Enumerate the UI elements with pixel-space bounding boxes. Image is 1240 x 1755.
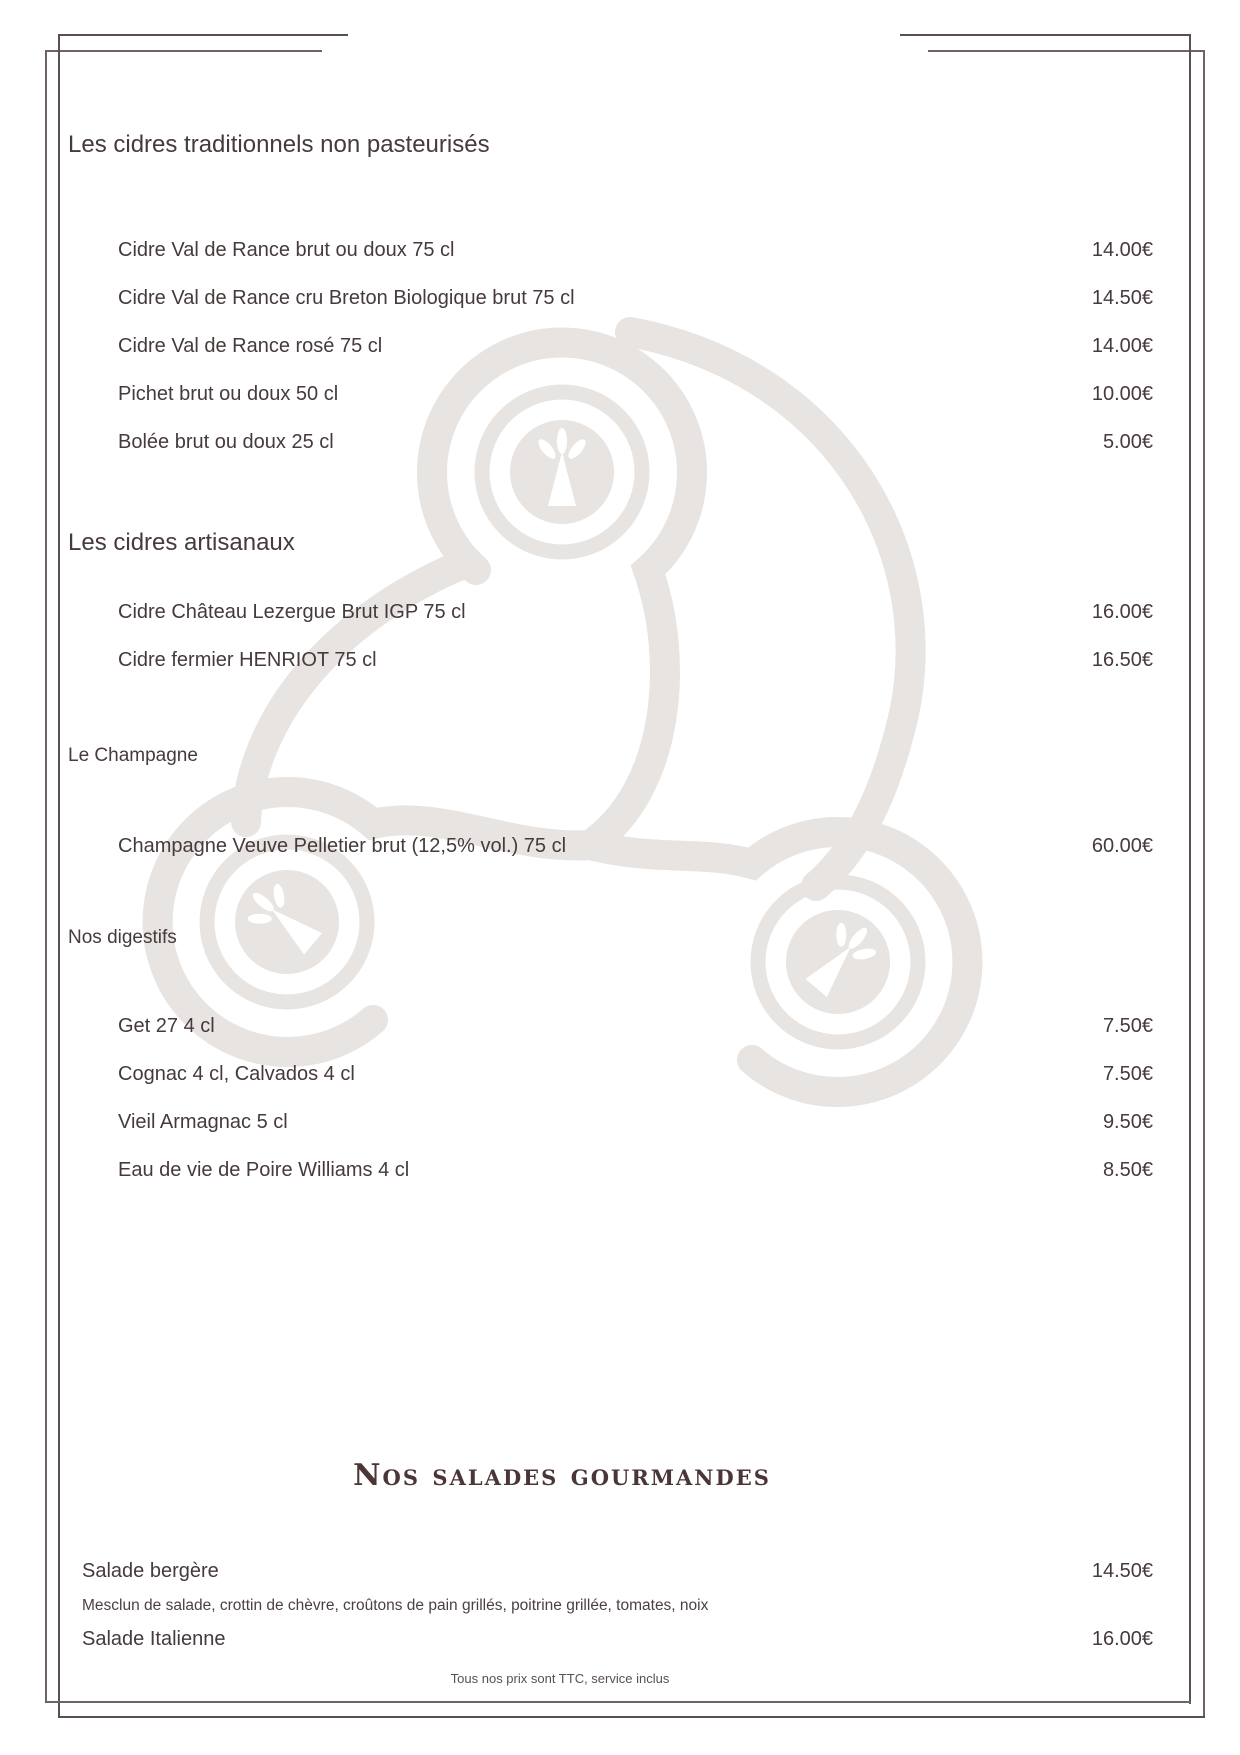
section-heading-champagne: Le Champagne: [68, 745, 198, 766]
item-price: 14.50€: [1091, 286, 1153, 309]
menu-item-row: [118, 636, 1153, 684]
item-label: Bolée brut ou doux 25 cl: [118, 430, 334, 453]
salade-price: 14.50€: [1091, 1560, 1153, 1582]
item-price: 14.00€: [1091, 238, 1153, 261]
item-price: 14.00€: [1091, 334, 1153, 357]
section-heading-cidres-artisanaux: Les cidres artisanaux: [68, 529, 295, 556]
salade-item-row: [82, 1628, 1153, 1651]
menu-item-row: [118, 1098, 1153, 1146]
item-price: 7.50€: [1102, 1014, 1153, 1037]
section-list-cidres-traditionnels: [118, 226, 1153, 466]
item-label: Get 27 4 cl: [118, 1014, 215, 1037]
item-label: Cidre Château Lezergue Brut IGP 75 cl: [118, 600, 466, 623]
section-list-cidres-artisanaux: [118, 588, 1153, 684]
menu-item-row: [118, 418, 1153, 466]
menu-content: [68, 0, 1153, 1755]
salade-item-row: [82, 1560, 1153, 1583]
item-label: Eau de vie de Poire Williams 4 cl: [118, 1158, 410, 1181]
menu-item-row: [118, 370, 1153, 418]
menu-item-row: [118, 822, 1153, 870]
section-list-champagne: [118, 822, 1153, 870]
section-list-digestifs: [118, 1002, 1153, 1194]
menu-item-row: [118, 226, 1153, 274]
item-price: 10.00€: [1091, 382, 1153, 405]
menu-item-row: [118, 1146, 1153, 1194]
frame-left-outer: [45, 50, 47, 1703]
item-price: 16.50€: [1091, 648, 1153, 671]
item-label: Cidre Val de Rance cru Breton Biologique brut 75 cl: [118, 286, 575, 309]
menu-item-row: [118, 1050, 1153, 1098]
item-label: Champagne Veuve Pelletier brut (12,5% vol.) 75 cl: [118, 834, 567, 857]
menu-item-row: [118, 588, 1153, 636]
item-price: 7.50€: [1102, 1062, 1153, 1085]
item-label: Cognac 4 cl, Calvados 4 cl: [118, 1062, 355, 1085]
item-label: Cidre Val de Rance brut ou doux 75 cl: [118, 238, 455, 261]
frame-right-outer: [1203, 50, 1205, 1718]
section-heading-cidres-traditionnels: Les cidres traditionnels non pasteurisés: [68, 131, 490, 158]
salade-price: 16.00€: [1091, 1628, 1153, 1650]
salade-name: Salade bergère: [82, 1560, 219, 1582]
item-price: 16.00€: [1091, 600, 1153, 623]
salade-name: Salade Italienne: [82, 1628, 226, 1650]
menu-item-row: [118, 322, 1153, 370]
item-price: 8.50€: [1102, 1158, 1153, 1181]
item-price: 60.00€: [1091, 834, 1153, 857]
salade-description: Mesclun de salade, crottin de chèvre, croûtons de pain grillés, poitrine grillée, tomates, noix: [82, 1597, 709, 1614]
item-label: Vieil Armagnac 5 cl: [118, 1110, 288, 1133]
prices-ttc-note: Tous nos prix sont TTC, service inclus: [450, 1671, 670, 1686]
item-price: 9.50€: [1102, 1110, 1153, 1133]
menu-item-row: [118, 274, 1153, 322]
item-price: 5.00€: [1102, 430, 1153, 453]
frame-right-inner: [1189, 34, 1191, 1704]
section-heading-digestifs: Nos digestifs: [68, 927, 177, 948]
frame-left-inner: [58, 34, 60, 1718]
salades-section-title: Nos salades gourmandes: [353, 1458, 771, 1493]
item-label: Cidre Val de Rance rosé 75 cl: [118, 334, 383, 357]
item-label: Pichet brut ou doux 50 cl: [118, 382, 339, 405]
menu-item-row: [118, 1002, 1153, 1050]
item-label: Cidre fermier HENRIOT 75 cl: [118, 648, 377, 671]
